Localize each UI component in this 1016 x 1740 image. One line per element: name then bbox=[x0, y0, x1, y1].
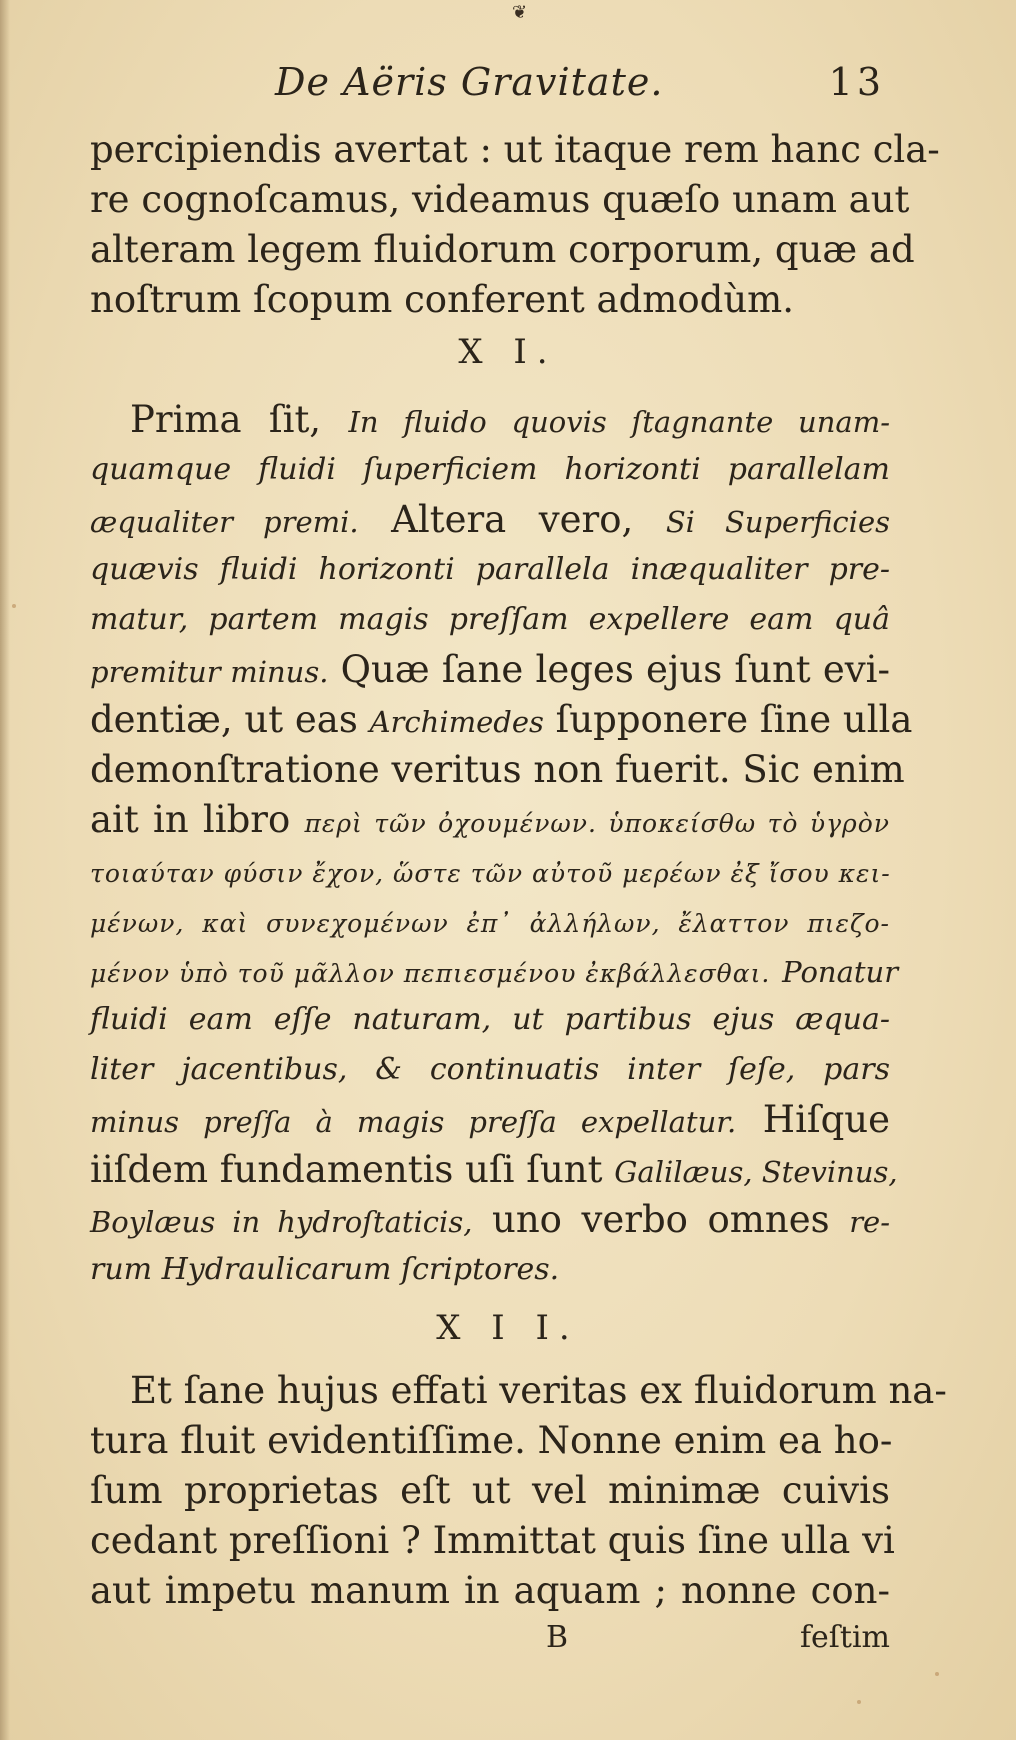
greek-text: τοιαύταν φύσιν ἔχον, ὥστε τῶν αὐτοῦ μερέων ἐξ ἴσου κει- bbox=[90, 859, 891, 888]
italic-text: æqualiter premi. bbox=[90, 505, 359, 539]
text-line: cedant preſſioni ? Immittat quis ſine ulla vi bbox=[90, 1519, 895, 1562]
catchword: feſtim bbox=[799, 1620, 890, 1655]
italic-text: Si Superficies bbox=[665, 505, 890, 539]
italic-text: minus preſſa à magis preſſa expellatur. bbox=[90, 1105, 737, 1139]
italic-text: Archimedes bbox=[369, 705, 544, 739]
roman-text: dentiæ, ut eas bbox=[90, 698, 358, 741]
greek-text: περὶ τῶν ὀχουμένων. ὑποκείσθω τὸ ὑγρὸν bbox=[304, 809, 890, 838]
text-line: noſtrum ſcopum conferent admodùm. bbox=[90, 278, 795, 321]
text-line bbox=[90, 1095, 890, 1145]
text-line: quævis fluidi horizonti parallela inæqualiter pre- bbox=[90, 552, 890, 587]
text-line bbox=[90, 1145, 898, 1195]
page-number: 13 bbox=[828, 60, 885, 104]
text-line: matur, partem magis preſſam expellere eam quâ bbox=[90, 602, 890, 637]
italic-text: Ponatur bbox=[782, 955, 899, 989]
italic-text: re- bbox=[849, 1205, 891, 1239]
roman-text: iiſdem fundamentis uſi ſunt bbox=[90, 1148, 603, 1191]
text-line bbox=[90, 695, 913, 745]
italic-text: Galilæus, Stevinus, bbox=[614, 1155, 898, 1189]
text-line bbox=[90, 895, 890, 945]
running-title: De Aëris Gravitate. bbox=[275, 60, 664, 104]
text-line: Et ſane hujus effati veritas ex fluidorum na- bbox=[130, 1369, 947, 1412]
greek-text: μένων, καὶ συνεχομένων ἐπ᾽ ἀλλήλων, ἔλαττον πιεζο- bbox=[90, 909, 890, 938]
greek-text: μένον ὑπὸ τοῦ μᾶλλον πεπιεσμένου ἐκβάλλεσθαι. bbox=[90, 959, 771, 988]
roman-text: Quæ ſane leges ejus ſunt evi- bbox=[340, 648, 890, 691]
text-line bbox=[90, 645, 890, 695]
text-line: re cognoſcamus, videamus quæſo unam aut bbox=[90, 178, 910, 221]
roman-text: uno verbo omnes bbox=[492, 1198, 830, 1241]
italic-text: In fluido quovis ſtagnante unam- bbox=[348, 405, 890, 439]
text-line bbox=[130, 395, 890, 445]
roman-text: Altera vero, bbox=[391, 498, 634, 541]
text-line: ſum proprietas eſt ut vel minimæ cuivis bbox=[90, 1469, 890, 1512]
roman-text: Hiſque bbox=[762, 1098, 891, 1141]
italic-text: premitur minus. bbox=[90, 655, 329, 689]
text-line: quamque fluidi ſuperficiem horizonti parallelam bbox=[90, 452, 890, 487]
text-line bbox=[90, 795, 890, 845]
text-line: tura fluit evidentiſſime. Nonne enim ea ho- bbox=[90, 1419, 893, 1462]
text-line bbox=[90, 1195, 890, 1245]
foxing-spot bbox=[935, 1672, 939, 1676]
page-footer bbox=[90, 1620, 890, 1670]
text-line bbox=[90, 495, 890, 545]
text-line: liter jacentibus, & continuatis inter ſeſe, pars bbox=[90, 1052, 890, 1087]
text-line bbox=[90, 845, 890, 895]
text-line: alteram legem fluidorum corporum, quæ ad bbox=[90, 228, 915, 271]
text-line: aut impetu manum in aquam ; nonne con- bbox=[90, 1569, 890, 1612]
text-line: demonſtratione veritus non fuerit. Sic enim bbox=[90, 748, 905, 791]
italic-text: Boylæus in hydroſtaticis, bbox=[90, 1205, 473, 1239]
ornament-mark: ❦ bbox=[512, 2, 528, 23]
roman-text: ait in libro bbox=[90, 798, 291, 841]
text-line: percipiendis avertat : ut itaque rem hanc cla- bbox=[90, 128, 940, 171]
roman-text: Prima ſit, bbox=[130, 398, 322, 441]
section-heading-xi: X I. bbox=[458, 332, 558, 372]
text-line: rum Hydraulicarum ſcriptores. bbox=[90, 1252, 560, 1287]
signature-mark: B bbox=[546, 1620, 569, 1655]
text-line: fluidi eam eſſe naturam, ut partibus ejus æqua- bbox=[90, 1002, 890, 1037]
text-line bbox=[90, 945, 899, 995]
running-head bbox=[95, 52, 885, 112]
section-heading-xii: X I I. bbox=[436, 1308, 580, 1348]
foxing-spot bbox=[857, 1700, 861, 1704]
foxing-spot bbox=[12, 604, 16, 608]
roman-text: ſupponere ſine ulla bbox=[555, 698, 913, 741]
